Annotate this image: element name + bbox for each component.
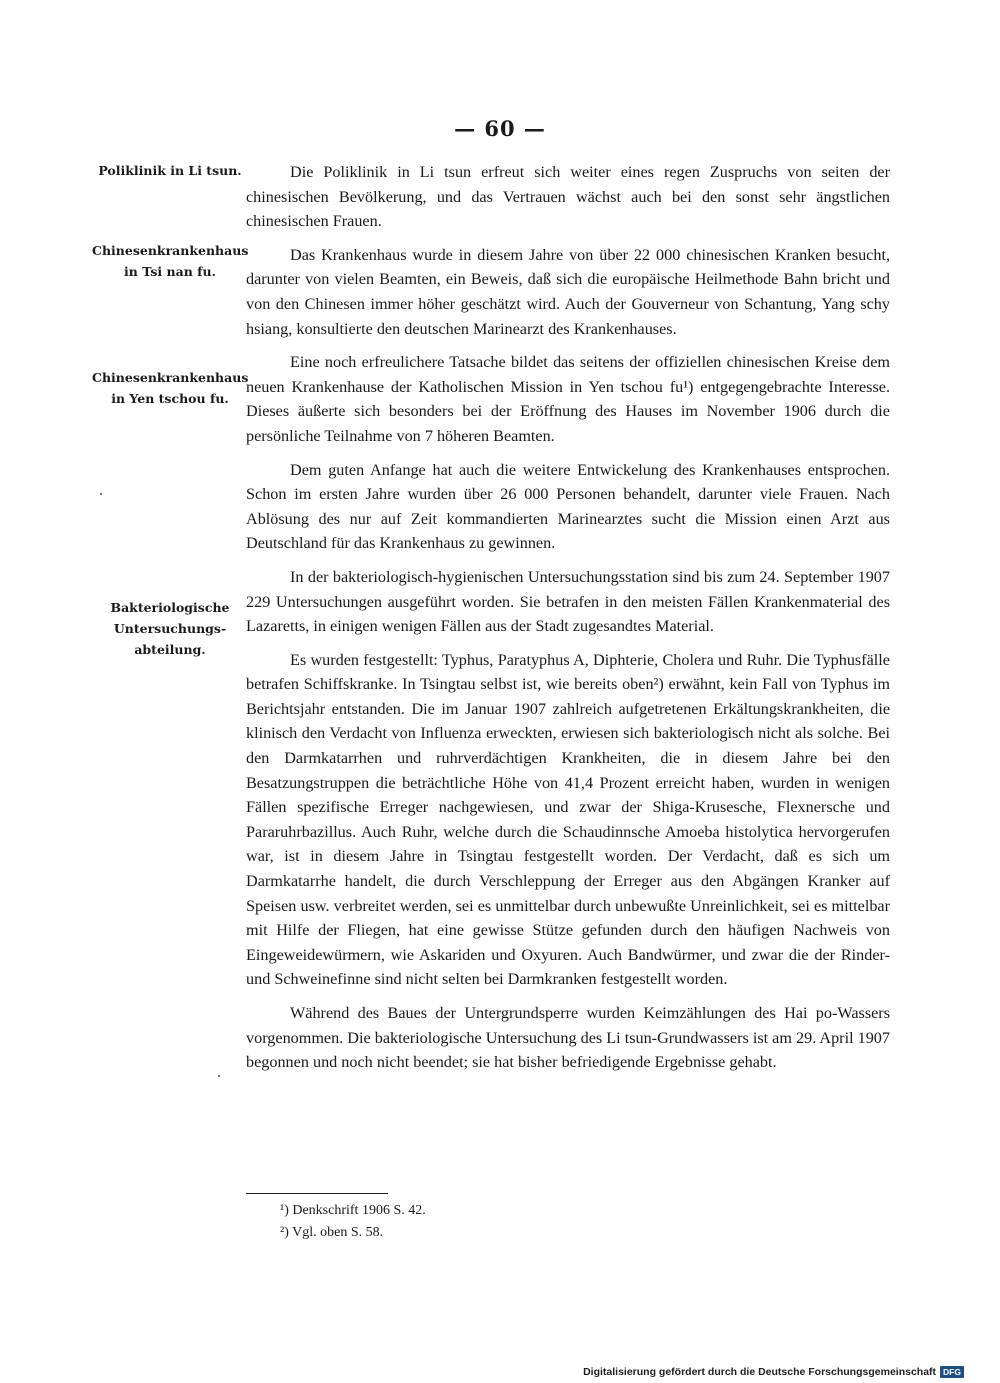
footnote-2: ²) Vgl. oben S. 58. [280, 1225, 384, 1240]
margin-note-bakteriologie: Bakteriologische Untersuchungs- abteilung. [110, 600, 230, 657]
footnotes [280, 1200, 426, 1244]
paragraph-untersuchungsstation: In der bakteriologisch-hygienischen Untersuchungsstation sind bis zum 24. September 1907 229 Untersuchungen ausgeführt worden. Sie betrafen in den meisten Fällen Krankenmaterial des Lazaretts, in einigen wenigen Fällen aus der Stadt zugesandtes Material. [246, 567, 890, 636]
paragraph-grundwasser: Während des Baues der Untergrundsperre wurden Keimzählungen des Hai po-Wassers vorgenommen. Die bakteriologische Untersuchung des Li tsun-Grundwassers ist am 29. April 1907 begonnen und noch nicht beendet; sie hat bisher befriedigende Ergebnisse gehabt. [246, 1004, 890, 1072]
margin-note-tsi-nan-fu: Chinesenkrankenhaus in Tsi nan fu. [92, 243, 249, 279]
margin-note-poliklinik: Poliklinik in Li tsun. [98, 163, 242, 178]
body-text [246, 160, 890, 1075]
footnote-1: ¹) Denkschrift 1906 S. 42. [280, 1203, 426, 1218]
paragraph-yen-tschou-fu: Eine noch erfreulichere Tatsache bildet das seitens der offiziellen chinesischen Kreise dem neuen Krankenhause der Katholischen Mission in Yen tschou fu¹) entgegengebrachte Interesse. Dieses äußerte sich besonders bei der Eröffnung des Hauses im November 1906 durch die persönliche Teilnahme von 7 höheren Beamten. [246, 353, 890, 445]
margin-note-yen-tschou-fu: Chinesenkrankenhaus in Yen tschou fu. [92, 370, 249, 406]
dfg-logo: DFG [940, 1366, 964, 1378]
page-number: — 60 — [454, 116, 546, 141]
credit-text: Digitalisierung gefördert durch die Deutsche Forschungsgemeinschaft [583, 1366, 937, 1378]
scan-speck [218, 1075, 220, 1077]
paragraph-befunde: Es wurden festgestellt: Typhus, Paratyphus A, Diphterie, Cholera und Ruhr. Die Typhusfälle betrafen Schiffskranke. In Tsingtau selbst ist, wie bereits oben²) erwähnt, kein Fall von Typhus im Berichtsjahr entstanden. Die im Januar 1907 zahlreich aufgetretenen Erkältungskrankheiten, die klinisch den Verdacht von Influenza erweckten, erwiesen sich bakteriologisch nicht als solche. Bei den Darmkatarrhen und ruhrverdächtigen Krankheiten, die in diesem Jahre bei den Besatzungstruppen die beträchtliche Höhe von 41,4 Prozent erreicht haben, wurden in wenigen Fällen spezifische Erreger nachgewiesen, und zwar der Shiga-Krusesche, Flexnersche und Pararuhrbazillus. Auch Ruhr, welche durch die Schaudinnsche Amoeba histolytica hervorgerufen war, ist in diesem Jahre in Tsingtau festgestellt worden. Der Verdacht, daß es sich um Darmkatarrhe handelt, die durch Verschleppung der Erreger aus den Abgängen Kranker auf Speisen usw. verbreitet werden, sei es unmittelbar durch unbewußte Unreinlichkeit, sei es mittelbar mit Hilfe der Fliegen, hat eine gewisse Stütze gefunden durch den häufigen Nachweis von Eingeweidewürmern, wie Askariden und Oxyuren. Auch Bandwürmer, und zwar die der Rinder- und Schweinefinne sind nicht selten bei Darmkranken festgestellt worden. [246, 650, 890, 989]
footnote-rule [246, 1193, 388, 1194]
paragraph-entwickelung: Dem guten Anfange hat auch die weitere Entwickelung des Krankenhauses entsprochen. Schon im ersten Jahre wurden über 26 000 Personen behandelt, darunter viele Frauen. Nach Ablösung des nur auf Zeit kommandierten Marinearztes sucht die Mission einen Arzt aus Deutschland für das Krankenhaus zu gewinnen. [246, 460, 890, 553]
digitization-credit [583, 1366, 964, 1378]
scan-speck [100, 493, 102, 495]
paragraph-poliklinik: Die Poliklinik in Li tsun erfreut sich weiter eines regen Zuspruchs von seiten der chinesischen Bevölkerung, und das Vertrauen wächst auch bei den sonst sehr ängstlichen chinesischen Frauen. [246, 163, 890, 231]
paragraph-tsi-nan-fu: Das Krankenhaus wurde in diesem Jahre von über 22 000 chinesischen Kranken besucht, darunter von vielen Beamten, ein Beweis, daß sich die europäische Heilmethode Bahn bricht und von den Chinesen immer höher geschätzt wird. Auch der Gouverneur von Schantung, Yang schy hsiang, konsultierte den deutschen Marinearzt des Krankenhauses. [246, 245, 890, 338]
